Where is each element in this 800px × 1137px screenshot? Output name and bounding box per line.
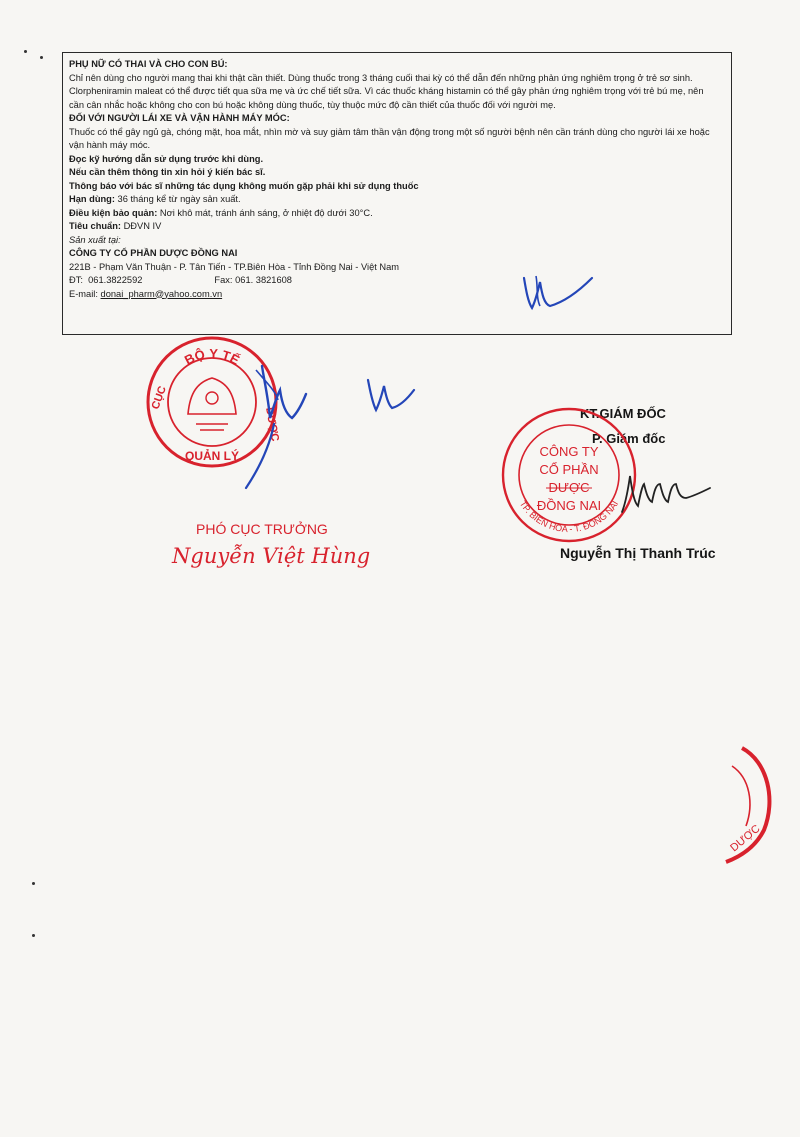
email-value: donai_pharm@yahoo.com.vn bbox=[100, 288, 223, 299]
made-at: Sản xuất tại: bbox=[69, 234, 121, 245]
scan-mark bbox=[32, 882, 35, 885]
storage-value: Nơi khô mát, tránh ánh sáng, ở nhiệt độ dưới 30°C. bbox=[157, 207, 373, 218]
right-signer-name: Nguyễn Thị Thanh Trúc bbox=[560, 545, 716, 561]
stamp-bottom-text: QUẢN LÝ bbox=[185, 449, 239, 463]
read-instructions: Đọc kỹ hướng dẫn sử dụng trước khi dùng. bbox=[69, 153, 264, 164]
fax bbox=[214, 274, 292, 288]
scan-mark bbox=[24, 50, 27, 53]
right-signature bbox=[616, 462, 716, 522]
right-signer-subtitle: P. Giám đốc bbox=[592, 431, 666, 446]
stamp-company-l3: DƯỢC bbox=[548, 480, 590, 495]
standard-label: Tiêu chuẩn: bbox=[69, 221, 121, 231]
stamp-top-text: BỘ Y TẾ bbox=[181, 345, 243, 368]
stamp-company-l4: ĐỒNG NAI bbox=[536, 498, 602, 513]
expiry-label: Hạn dùng: bbox=[69, 194, 115, 204]
scan-mark bbox=[32, 934, 35, 937]
stamp-left-text: CỤC bbox=[149, 384, 169, 412]
storage-label: Điều kiện bảo quản: bbox=[69, 207, 158, 218]
standard-line bbox=[69, 220, 725, 234]
leaflet-info-box bbox=[62, 52, 732, 335]
right-signer-title: KT.GIÁM ĐỐC bbox=[580, 406, 666, 421]
driver-line: Thuốc có thể gây ngủ gà, chóng mặt, hoa mắt, nhìn mờ và suy giảm tâm thần vận động trong một số người bệnh nên cần tránh dùng cho người lái xe hoặc bbox=[69, 126, 710, 137]
stamp-ring-text: TP. BIÊN HÒA - T. ĐỒNG NAI bbox=[517, 498, 621, 535]
contact-line bbox=[69, 274, 725, 288]
middle-initials bbox=[360, 372, 420, 420]
email-label: E-mail: bbox=[69, 288, 98, 299]
driver-heading: ĐỐI VỚI NGƯỜI LÁI XE VÀ VẬN HÀNH MÁY MÓC: bbox=[69, 113, 290, 123]
ask-doctor: Nếu cần thêm thông tin xin hỏi ý kiến bác sĩ. bbox=[69, 167, 266, 177]
pregnant-line: Chỉ nên dùng cho người mang thai khi thật cần thiết. Dùng thuốc trong 3 tháng cuối thai kỳ có thể dẫn đến những phản ứng nghiêm trọng ở trẻ sơ sinh. bbox=[69, 72, 693, 83]
company-name: CÔNG TY CỔ PHẦN DƯỢC ĐỒNG NAI bbox=[69, 248, 238, 258]
storage-line bbox=[69, 207, 725, 221]
fax-value: 061. 3821608 bbox=[235, 275, 292, 285]
stamp-company-l2: CỔ PHẦN bbox=[539, 462, 599, 477]
left-signature bbox=[222, 360, 332, 500]
fax-label: Fax: bbox=[214, 275, 233, 285]
initials-signature bbox=[510, 268, 600, 316]
scan-mark bbox=[40, 56, 43, 59]
left-signer-name: Nguyễn Việt Hùng bbox=[172, 544, 371, 568]
pregnant-line: Clorpheniramin maleat có thể được tiết qua sữa mẹ và ức chế tiết sữa. Vì các thuốc kháng histamin có thể gây phản ứng nghiêm trọng với trẻ bú mẹ, nên bbox=[69, 86, 704, 96]
phone-label: ĐT: bbox=[69, 275, 83, 285]
phone-value: 061.3822592 bbox=[88, 275, 143, 285]
stamp-company-l1: CÔNG TY bbox=[539, 444, 599, 459]
expiry-line bbox=[69, 193, 725, 207]
company-address: 221B - Phạm Văn Thuận - P. Tân Tiến - TP.Biên Hòa - Tỉnh Đồng Nai - Việt Nam bbox=[69, 261, 400, 272]
pregnant-heading: PHỤ NỮ CÓ THAI VÀ CHO CON BÚ: bbox=[69, 59, 228, 69]
email-line bbox=[69, 288, 725, 302]
stamp-right-text: DƯỢC bbox=[263, 406, 281, 443]
corner-stamp-text: DƯỢC bbox=[728, 822, 763, 855]
pregnant-line: cần cân nhắc hoặc không cho con bú hoặc không dùng thuốc, tùy thuộc mức độ cần thiết của thuốc đối với người mẹ. bbox=[69, 99, 556, 110]
driver-line: vận hành máy móc. bbox=[69, 140, 151, 150]
notify-doctor: Thông báo với bác sĩ những tác dụng không muốn gặp phải khi sử dụng thuốc bbox=[69, 180, 419, 191]
expiry-value: 36 tháng kể từ ngày sản xuất. bbox=[114, 194, 241, 204]
left-signer-title: PHÓ CỤC TRƯỞNG bbox=[196, 521, 328, 537]
corner-stamp bbox=[712, 742, 800, 866]
standard-value: DĐVN IV bbox=[121, 221, 162, 231]
